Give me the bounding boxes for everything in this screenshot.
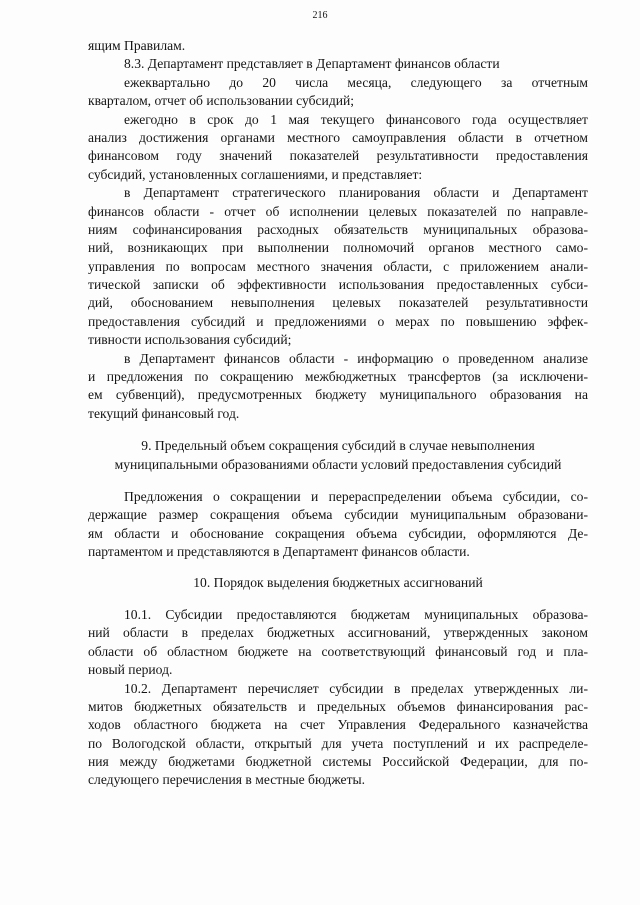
spacer (88, 423, 588, 437)
text-line: субсидий, установленных соглашениями, и представляет: (88, 166, 423, 182)
text-line: 8.3. Департамент представляет в Департамент финансов области (124, 56, 500, 72)
text-line: Предложения о сокращении и перераспределении объема субсидии, со- (124, 488, 588, 504)
text-line: партаментом и представляются в Департамент финансов области. (88, 544, 470, 560)
text-line: управления по вопросам местного значения области, с приложением анали- (88, 258, 588, 274)
spacer (88, 474, 588, 488)
text-line: ний области в пределах бюджетных ассигнований, утвержденных законом (88, 625, 588, 641)
document-body (88, 37, 588, 790)
text-line: тической записки об эффективности использования предоставленных субси- (88, 277, 588, 293)
text-line: в Департамент финансов области - информацию о проведенном анализе (124, 350, 588, 366)
text-line: предоставления субсидий и предложениями о мерах по повышению эффек- (88, 313, 588, 329)
text-line: дий, обоснованием невыполнения целевых показателей результативности (88, 295, 588, 311)
text-line: финансов области - отчет об исполнении целевых показателей по направле- (88, 203, 588, 219)
text-line: ежегодно в срок до 1 мая текущего финансового года осуществляет (124, 111, 588, 127)
text-line: ний, возникающих при выполнении полномочий органов местного само- (88, 240, 588, 256)
text-line: ям области и обоснование сокращения объема субсидии, оформляются Де- (88, 525, 588, 541)
text-line: ящим Правилам. (88, 38, 186, 53)
page-number: 216 (312, 10, 328, 21)
text-line: ниям софинансирования расходных обязательств муниципальных образова- (88, 221, 588, 237)
text-line: 10.2. Департамент перечисляет субсидии в пределах утвержденных ли- (124, 680, 588, 696)
text-line: текущий финансовый год. (88, 405, 240, 421)
text-line: тивности использования субсидий; (88, 332, 292, 348)
text-line: финансовом году значений показателей результативности предоставления (88, 148, 588, 164)
text-line: области об областном бюджете на соответствующий финансовый год и пла- (88, 643, 588, 659)
text-line: в Департамент стратегического планирования области и Департамент (124, 185, 588, 201)
text-line: держащие размер сокращения объема субсидии муниципальным образовани- (88, 507, 588, 523)
text-line: ежеквартально до 20 числа месяца, следующего за отчетным (124, 74, 588, 90)
text-line: ем субвенций), предусмотренных бюджету муниципального образования на (88, 387, 588, 403)
text-line: кварталом, отчет об использовании субсидий; (88, 93, 355, 109)
text-line: следующего перечисления в местные бюджеты. (88, 772, 366, 788)
section-heading: муниципальными образованиями области условий предоставления субсидий (114, 456, 562, 472)
text-line: анализ достижения органами местного самоуправления области в отчетном (88, 129, 588, 145)
spacer (88, 562, 588, 574)
text-line: по Вологодской области, открытый для учета поступлений и их распределе- (88, 735, 588, 751)
text-line: ния между бюджетами бюджетной системы Российской Федерации, для по- (88, 754, 588, 770)
text-line: митов бюджетных обязательств и предельных объемов финансирования рас- (88, 698, 588, 714)
spacer (88, 592, 588, 606)
section-heading: 10. Порядок выделения бюджетных ассигнований (193, 574, 483, 590)
section-heading: 9. Предельный объем сокращения субсидий в случае невыполнения (141, 438, 535, 454)
text-line: и предложения по сокращению межбюджетных трансфертов (за исключени- (88, 369, 588, 385)
text-line: 10.1. Субсидии предоставляются бюджетам муниципальных образова- (124, 606, 588, 622)
text-line: ходов областного бюджета на счет Управления Федерального казначейства (88, 717, 588, 733)
text-line: новый период. (88, 662, 173, 678)
